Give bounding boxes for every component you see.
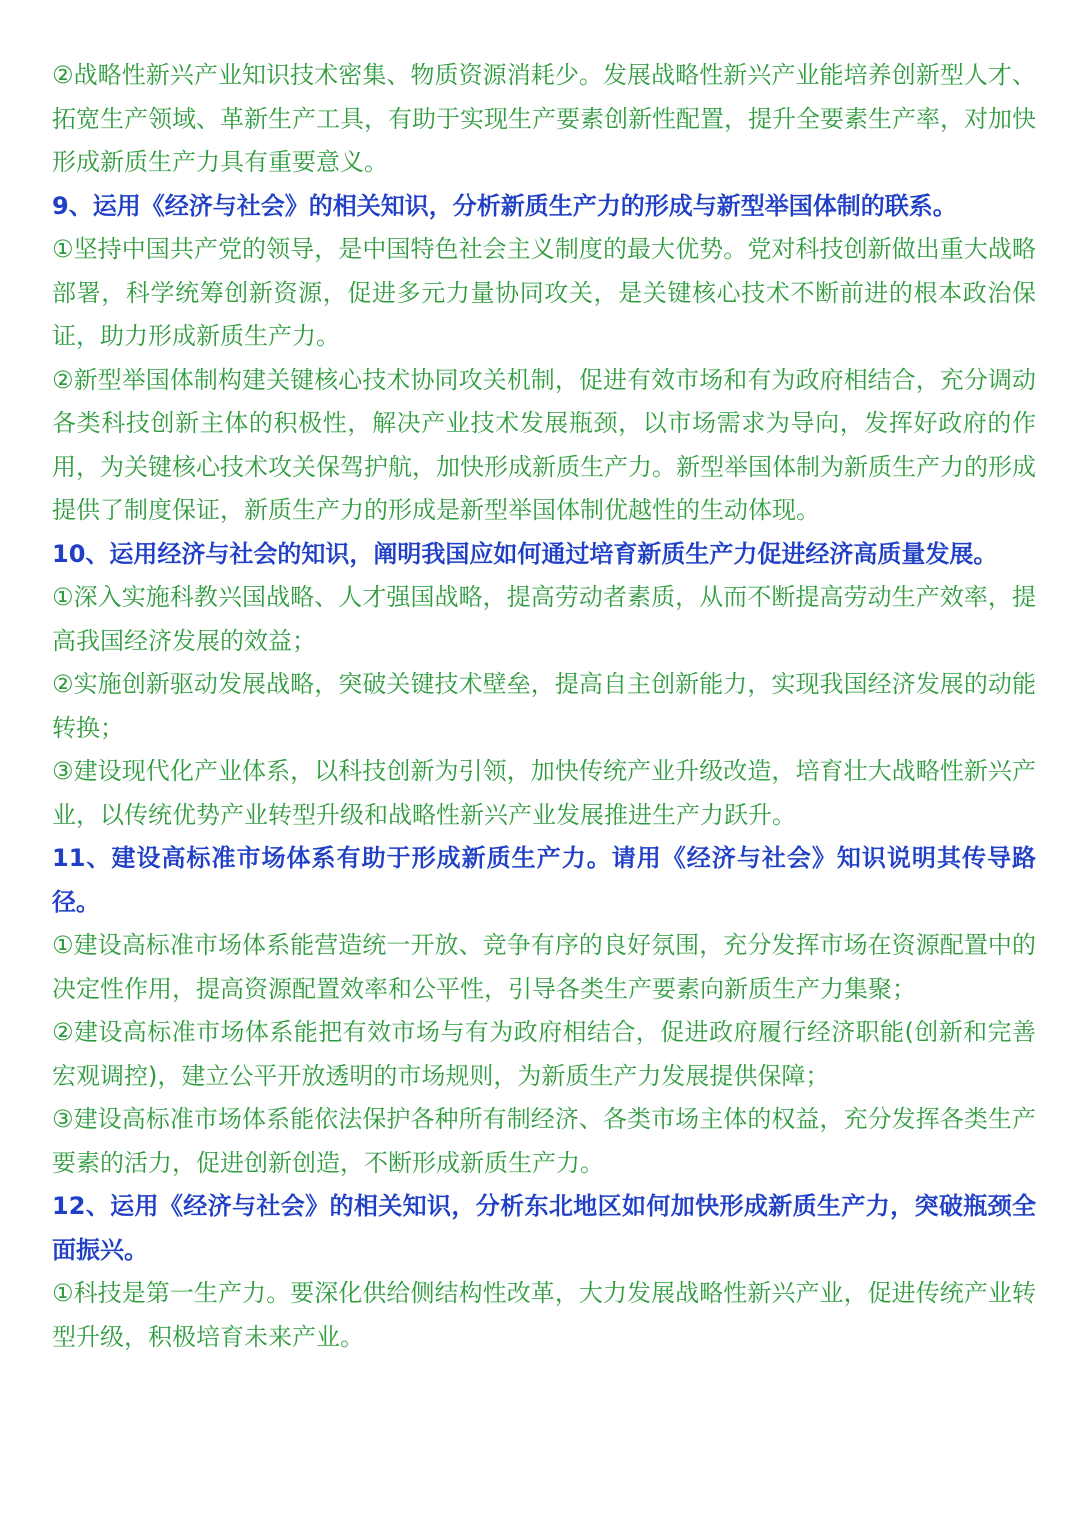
- answer-paragraph: ①坚持中国共产党的领导，是中国特色社会主义制度的最大优势。党对科技创新做出重大战略部署，科学统筹创新资源，促进多元力量协同攻关，是关键核心技术不断前进的根本政治保证，助力形成新质生产力。: [52, 235, 1036, 350]
- answer-paragraph: ②建设高标准市场体系能把有效市场与有为政府相结合，促进政府履行经济职能(创新和完善宏观调控)，建立公平开放透明的市场规则，为新质生产力发展提供保障；: [52, 1018, 1036, 1090]
- answer-paragraph: ②战略性新兴产业知识技术密集、物质资源消耗少。发展战略性新兴产业能培养创新型人才、拓宽生产领域、革新生产工具，有助于实现生产要素创新性配置，提升全要素生产率，对加快形成新质生产力具有重要意义。: [52, 61, 1036, 176]
- answer-paragraph: ①建设高标准市场体系能营造统一开放、竞争有序的良好氛围，充分发挥市场在资源配置中的决定性作用，提高资源配置效率和公平性，引导各类生产要素向新质生产力集聚；: [52, 931, 1036, 1003]
- answer-paragraph: ①科技是第一生产力。要深化供给侧结构性改革，大力发展战略性新兴产业，促进传统产业转型升级，积极培育未来产业。: [52, 1279, 1036, 1351]
- answer-paragraph: ②实施创新驱动发展战略，突破关键技术壁垒，提高自主创新能力，实现我国经济发展的动能转换；: [52, 670, 1036, 742]
- document-page: [52, 54, 1036, 1359]
- question-9-heading: 9、运用《经济与社会》的相关知识，分析新质生产力的形成与新型举国体制的联系。: [52, 191, 957, 220]
- answer-paragraph: ②新型举国体制构建关键核心技术协同攻关机制，促进有效市场和有为政府相结合，充分调动各类科技创新主体的积极性，解决产业技术发展瓶颈，以市场需求为导向，发挥好政府的作用，为关键核心技术攻关保驾护航，加快形成新质生产力。新型举国体制为新质生产力的形成提供了制度保证，新质生产力的形成是新型举国体制优越性的生动体现。: [52, 365, 1036, 524]
- answer-paragraph: ③建设现代化产业体系，以科技创新为引领，加快传统产业升级改造，培育壮大战略性新兴产业，以传统优势产业转型升级和战略性新兴产业发展推进生产力跃升。: [52, 757, 1036, 829]
- question-11-heading: 11、建设高标准市场体系有助于形成新质生产力。请用《经济与社会》知识说明其传导路径。: [52, 844, 1036, 916]
- question-12-heading: 12、运用《经济与社会》的相关知识，分析东北地区如何加快形成新质生产力，突破瓶颈全面振兴。: [52, 1192, 1036, 1264]
- question-10-heading: 10、运用经济与社会的知识，阐明我国应如何通过培育新质生产力促进经济高质量发展。: [52, 539, 998, 568]
- answer-paragraph: ①深入实施科教兴国战略、人才强国战略，提高劳动者素质，从而不断提高劳动生产效率，提高我国经济发展的效益；: [52, 583, 1036, 655]
- answer-paragraph: ③建设高标准市场体系能依法保护各种所有制经济、各类市场主体的权益，充分发挥各类生产要素的活力，促进创新创造，不断形成新质生产力。: [52, 1105, 1036, 1177]
